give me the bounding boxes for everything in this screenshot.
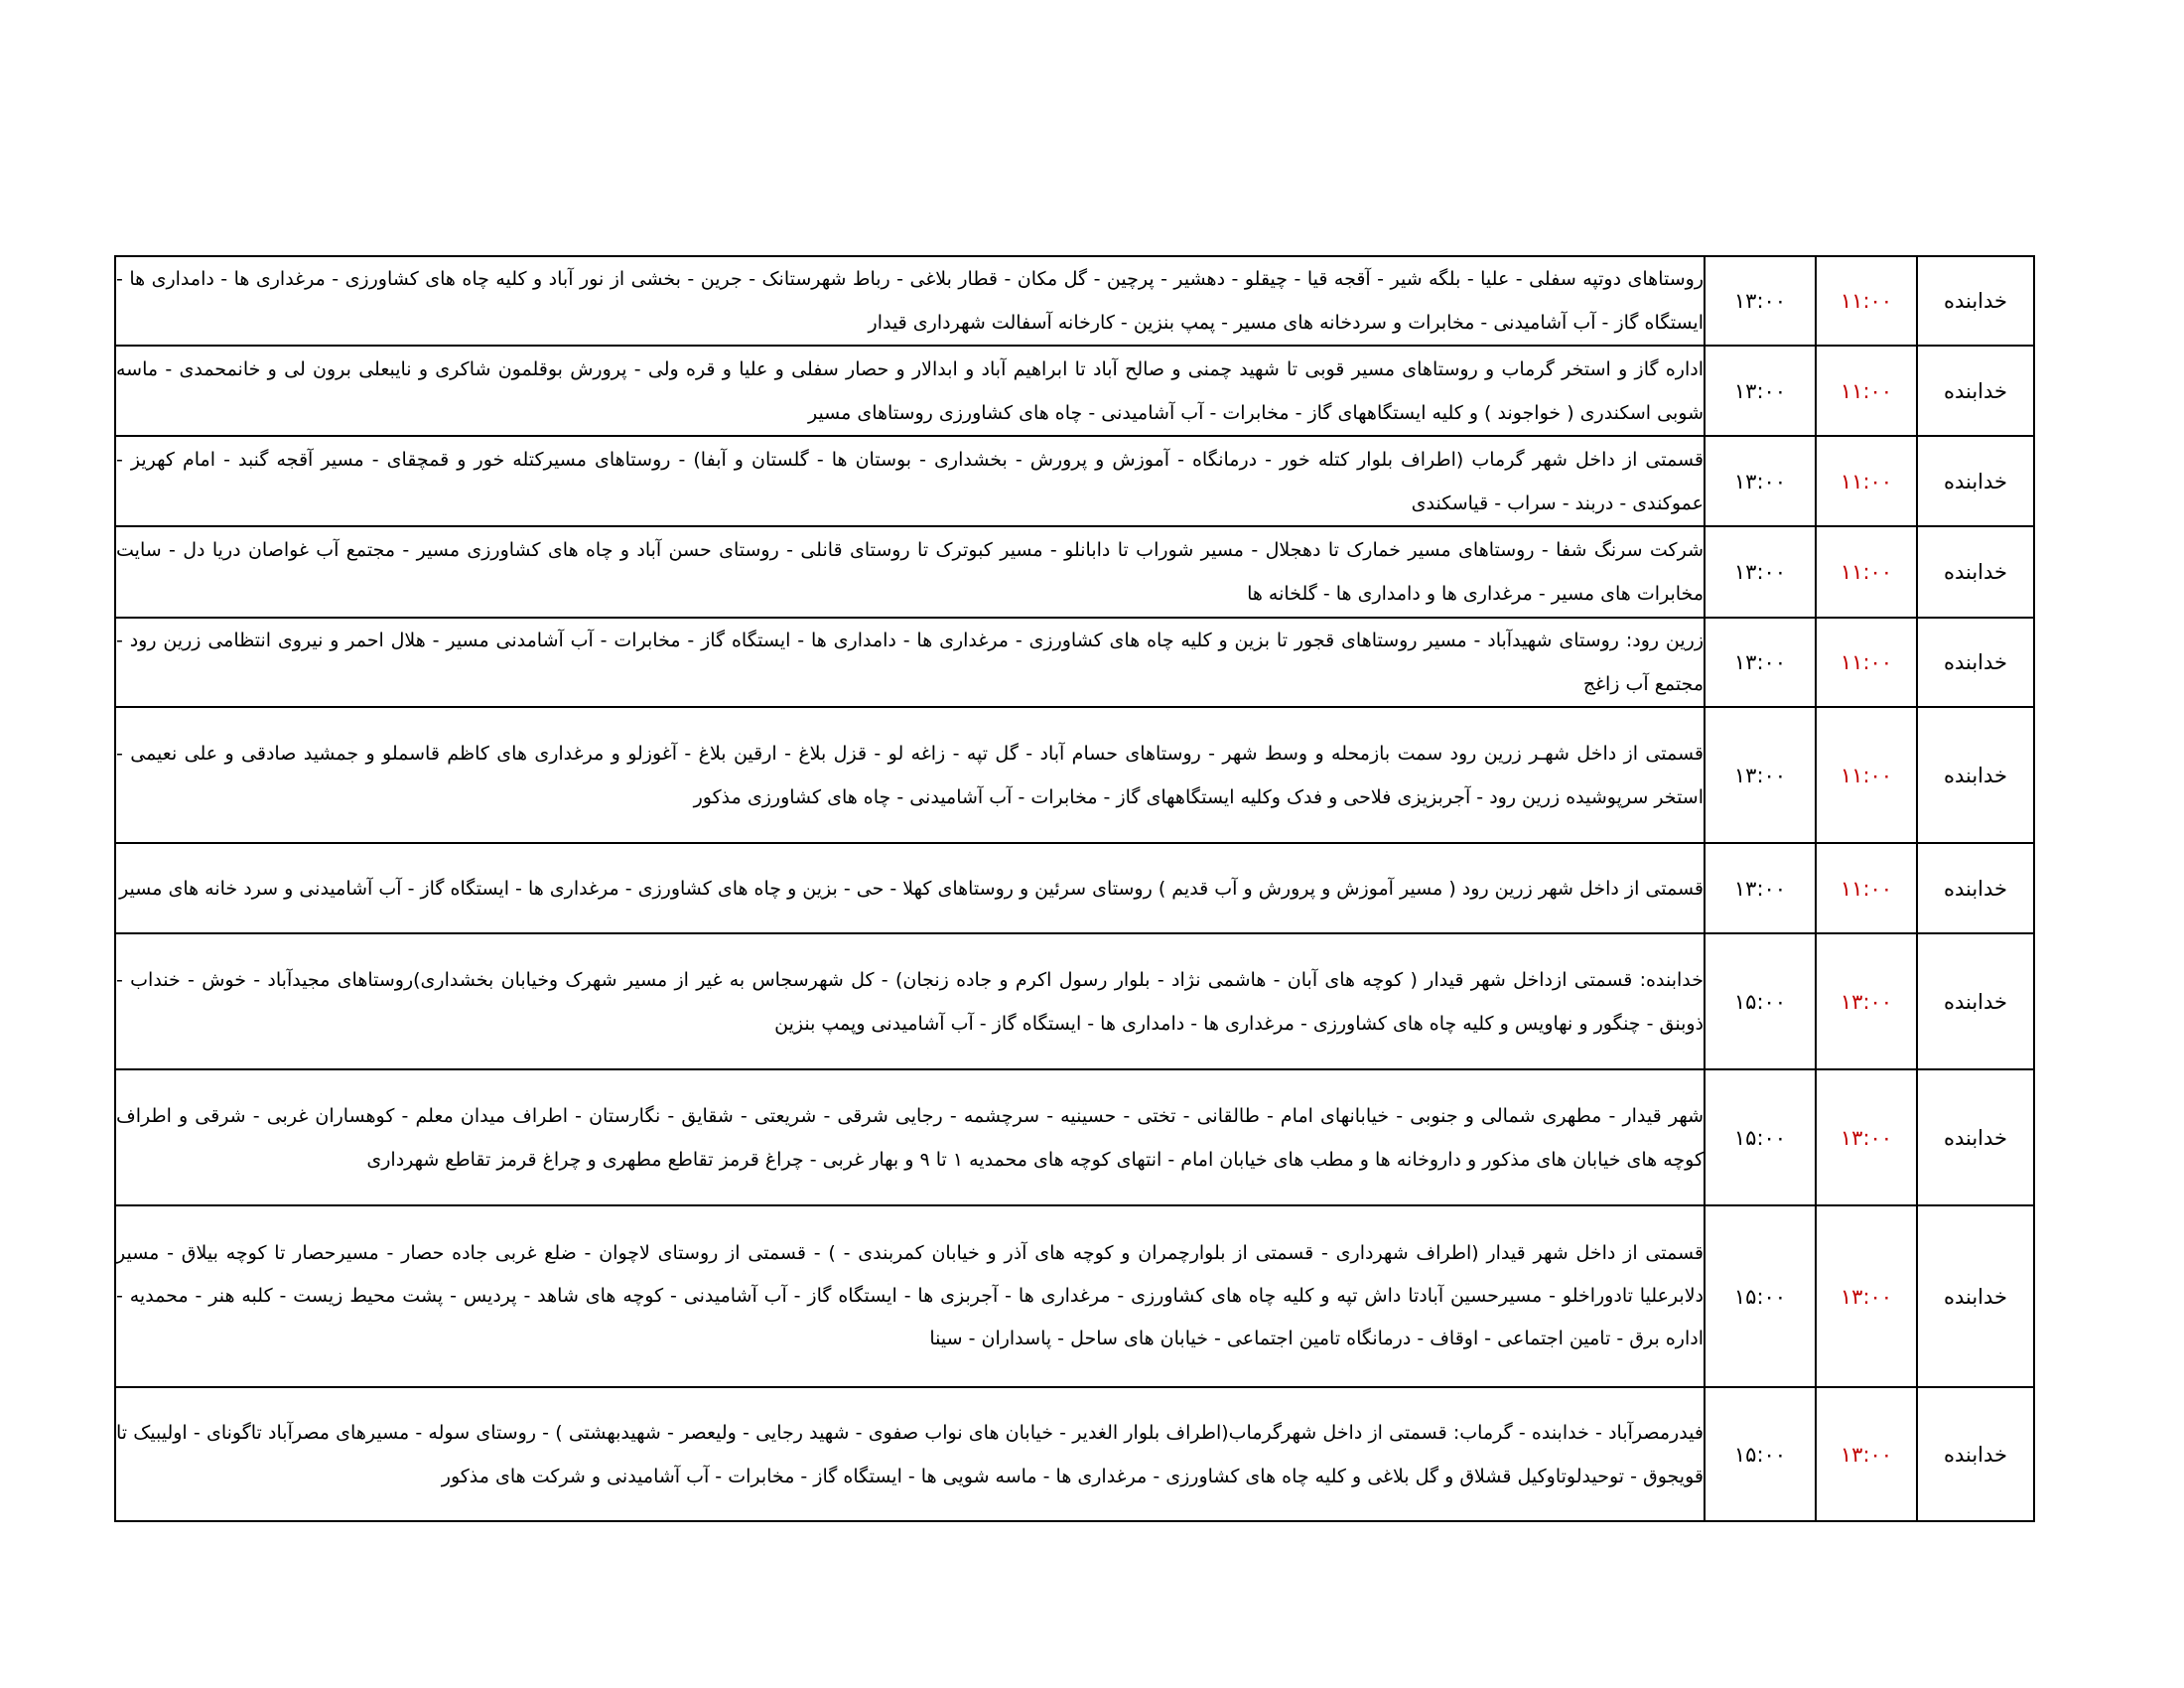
start-time-cell: ۱۱:۰۰ xyxy=(1816,436,1917,526)
table-row xyxy=(115,843,2034,933)
table-row xyxy=(115,1069,2034,1205)
end-time-cell: ۱۳:۰۰ xyxy=(1705,526,1816,618)
end-time-cell: ۱۵:۰۰ xyxy=(1705,1387,1816,1521)
county-cell: خدابنده xyxy=(1917,256,2034,346)
end-time-cell: ۱۳:۰۰ xyxy=(1705,256,1816,346)
areas-cell: شهر قیدار - مطهری شمالی و جنوبی - خیابانهای امام - طالقانی - تختی - حسینیه - سرچشمه - رجایی شرقی - شریعتی - شقایق - نگارستان - اطراف میدان معلم - کوهساران غربی - شرقی و اطراف کوچه های خیابان های مذکور و داروخانه ها و مطب های خیابان امام - انتهای کوچه های محمدیه ۱ تا ۹ و بهار غربی - چراغ قرمز تقاطع مطهری و چراغ قرمز تقاطع شهرداری xyxy=(115,1069,1705,1205)
start-time-cell: ۱۳:۰۰ xyxy=(1816,933,1917,1069)
start-time-cell: ۱۱:۰۰ xyxy=(1816,618,1917,707)
table-row xyxy=(115,707,2034,843)
table-row xyxy=(115,346,2034,436)
county-cell: خدابنده xyxy=(1917,843,2034,933)
table-row xyxy=(115,1205,2034,1387)
end-time-cell: ۱۳:۰۰ xyxy=(1705,843,1816,933)
end-time-cell: ۱۵:۰۰ xyxy=(1705,1069,1816,1205)
start-time-cell: ۱۱:۰۰ xyxy=(1816,526,1917,618)
end-time-cell: ۱۳:۰۰ xyxy=(1705,346,1816,436)
county-cell: خدابنده xyxy=(1917,1205,2034,1387)
outage-schedule-table xyxy=(114,255,2035,1522)
table-row xyxy=(115,436,2034,526)
start-time-cell: ۱۱:۰۰ xyxy=(1816,707,1917,843)
areas-cell: قسمتی از داخل شهـر زرین رود سمت بازمحله و وسط شهر - روستاهای حسام آباد - گل تپه - زاغه لو - قزل بلاغ - ارقین بلاغ - آغوزلو و مرغداری های کاظم قاسملو و جمشید صادقی و علی نعیمی - استخر سرپوشیده زرین رود - آجربزیزی فلاحی و فدک وکلیه ایستگاههای گاز - مخابرات - آب آشامیدنی - چاه های کشاورزی مذکور xyxy=(115,707,1705,843)
areas-cell: شرکت سرنگ شفا - روستاهای مسیر خمارک تا دهجلال - مسیر شوراب تا دابانلو - مسیر کبوترک تا روستای قانلی - روستای حسن آباد و چاه های کشاورزی مسیر - مجتمع آب غواصان دریا دل - سایت مخابرات های مسیر - مرغداری ها و دامداری ها - گلخانه ها xyxy=(115,526,1705,618)
county-cell: خدابنده xyxy=(1917,436,2034,526)
areas-cell: روستاهای دوتپه سفلی - علیا - بلگه شیر - آقجه قیا - چیقلو - دهشیر - پرچین - گل مکان - قطار بلاغی - رباط شهرستانک - جرین - بخشی از نور آباد و کلیه چاه های کشاورزی - مرغداری ها - دامداری ها - ایستگاه گاز - آب آشامیدنی - مخابرات و سردخانه های مسیر - پمپ بنزین - کارخانه آسفالت شهرداری قیدار xyxy=(115,256,1705,346)
table-row xyxy=(115,1387,2034,1521)
table-row xyxy=(115,618,2034,707)
county-cell: خدابنده xyxy=(1917,1069,2034,1205)
start-time-cell: ۱۱:۰۰ xyxy=(1816,256,1917,346)
county-cell: خدابنده xyxy=(1917,1387,2034,1521)
county-cell: خدابنده xyxy=(1917,707,2034,843)
areas-cell: قسمتی از داخل شهر زرین رود ( مسیر آموزش و پرورش و آب قدیم ) روستای سرئین و روستاهای کهلا - حی - بزین و چاه های کشاورزی - مرغداری ها - ایستگاه گاز - آب آشامیدنی و سرد خانه های مسیر xyxy=(115,843,1705,933)
start-time-cell: ۱۳:۰۰ xyxy=(1816,1387,1917,1521)
county-cell: خدابنده xyxy=(1917,618,2034,707)
start-time-cell: ۱۱:۰۰ xyxy=(1816,346,1917,436)
end-time-cell: ۱۳:۰۰ xyxy=(1705,618,1816,707)
table-row xyxy=(115,526,2034,618)
end-time-cell: ۱۵:۰۰ xyxy=(1705,933,1816,1069)
areas-cell: قسمتی از داخل شهر قیدار (اطراف شهرداری - قسمتی از بلوارچمران و کوچه های آذر و خیابان کمربندی - ) - قسمتی از روستای لاچوان - ضلع غربی جاده حصار - مسیرحصار تا کوچه بیلاق - مسیر دلابرعلیا تادوراخلو - مسیرحسین آبادتا داش تپه و کلیه چاه های کشاورزی - مرغداری ها - آجربزی ها - ایستگاه گاز - آب آشامیدنی - کوچه های شاهد - پردیس - پشت محیط زیست - کلبه هنر - محمدیه - اداره برق - تامین اجتماعی - اوقاف - درمانگاه تامین اجتماعی - خیابان های ساحل - پاسداران - سینا xyxy=(115,1205,1705,1387)
county-cell: خدابنده xyxy=(1917,933,2034,1069)
end-time-cell: ۱۳:۰۰ xyxy=(1705,707,1816,843)
table-row xyxy=(115,933,2034,1069)
start-time-cell: ۱۳:۰۰ xyxy=(1816,1205,1917,1387)
start-time-cell: ۱۱:۰۰ xyxy=(1816,843,1917,933)
table-row xyxy=(115,256,2034,346)
areas-cell: اداره گاز و استخر گرماب و روستاهای مسیر قوبی تا شهید چمنی و صالح آباد تا ابراهیم آباد و ابدالار و حصار سفلی و علیا و قره ولی - پرورش بوقلمون شاکری و نایبعلی برون لی و خانمحمدی - ماسه شوبی اسکندری ( خواجوند ) و کلیه ایستگاههای گاز - مخابرات - آب آشامیدنی - چاه های کشاورزی روستاهای مسیر xyxy=(115,346,1705,436)
start-time-cell: ۱۳:۰۰ xyxy=(1816,1069,1917,1205)
county-cell: خدابنده xyxy=(1917,346,2034,436)
areas-cell: فیدرمصرآباد - خدابنده - گرماب: قسمتی از داخل شهرگرماب(اطراف بلوار الغدیر - خیابان های نواب صفوی - شهید رجایی - ولیعصر - شهیدبهشتی ) - روستای سوله - مسیرهای مصرآباد تاگونای - اولیبیک تا قویجوق - توحیدلوتاوکیل قشلاق و گل بلاغی و کلیه چاه های کشاورزی - مرغداری ها - ماسه شویی ها - ایستگاه گاز - مخابرات - آب آشامیدنی و شرکت های مذکور xyxy=(115,1387,1705,1521)
areas-cell: زرین رود: روستای شهیدآباد - مسیر روستاهای قجور تا بزین و کلیه چاه های کشاورزی - مرغداری ها - دامداری ها - ایستگاه گاز - مخابرات - آب آشامدنی مسیر - هلال احمر و نیروی انتظامی زرین رود - مجتمع آب زاغج xyxy=(115,618,1705,707)
end-time-cell: ۱۵:۰۰ xyxy=(1705,1205,1816,1387)
end-time-cell: ۱۳:۰۰ xyxy=(1705,436,1816,526)
areas-cell: خدابنده: قسمتی ازداخل شهر قیدار ( کوچه های آبان - هاشمی نژاد - بلوار رسول اکرم و جاده زنجان) - کل شهرسجاس به غیر از مسیر شهرک وخیابان بخشداری)روستاهای مجیدآباد - خوش - خنداب - ذوبنق - چنگور و نهاویس و کلیه چاه های کشاورزی - مرغداری ها - دامداری ها - ایستگاه گاز - آب آشامیدنی وپمپ بنزین xyxy=(115,933,1705,1069)
areas-cell: قسمتی از داخل شهر گرماب (اطراف بلوار کتله خور - درمانگاه - آموزش و پرورش - بخشداری - بوستان ها - گلستان و آبفا) - روستاهای مسیرکتله خور و قمچقای - مسیر آقجه گنبد - امام کهریز - عموکندی - دربند - سراب - قیاسکندی xyxy=(115,436,1705,526)
county-cell: خدابنده xyxy=(1917,526,2034,618)
